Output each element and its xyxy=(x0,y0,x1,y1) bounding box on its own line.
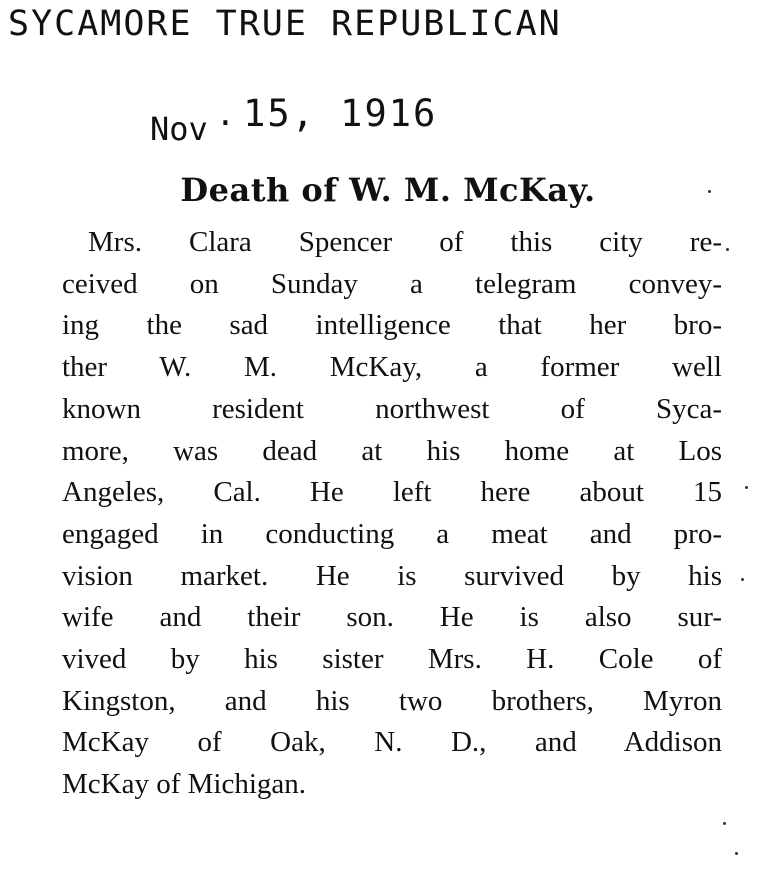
print-speck xyxy=(745,486,748,489)
article-line: McKay of Oak, N. D., and Addison xyxy=(62,726,722,759)
masthead: SYCAMORE TRUE REPUBLICAN xyxy=(8,4,562,44)
print-speck xyxy=(735,852,738,855)
article-line: vision market. He is survived by his xyxy=(62,559,722,592)
print-speck xyxy=(726,248,729,251)
article-line: vived by his sister Mrs. H. Cole of xyxy=(62,643,722,676)
print-speck xyxy=(708,190,711,193)
article-line: more, was dead at his home at Los xyxy=(62,434,722,467)
article-line: known resident northwest of Syca- xyxy=(62,392,722,425)
article-line: Angeles, Cal. He left here about 15 xyxy=(62,476,722,509)
print-speck xyxy=(741,578,744,581)
article-body xyxy=(62,222,722,806)
article-line: engaged in conducting a meat and pro- xyxy=(62,517,722,550)
print-speck xyxy=(723,822,726,825)
dateline xyxy=(150,92,438,148)
article-line: McKay of Michigan. xyxy=(62,768,307,801)
article-line: ceived on Sunday a telegram convey- xyxy=(62,267,722,300)
article-line: wife and their son. He is also sur- xyxy=(62,601,722,634)
article-line: Mrs. Clara Spencer of this city re- xyxy=(88,226,722,258)
dateline-day-year: 15, 1916 xyxy=(243,92,438,135)
article-line: ther W. M. McKay, a former well xyxy=(62,351,722,384)
article-line: ing the sad intelligence that her bro- xyxy=(62,309,722,342)
dateline-month: Nov xyxy=(150,110,208,148)
article-line: Kingston, and his two brothers, Myron xyxy=(62,684,722,717)
article-headline: Death of W. M. McKay. xyxy=(180,171,596,209)
dateline-separator: · xyxy=(215,104,236,142)
